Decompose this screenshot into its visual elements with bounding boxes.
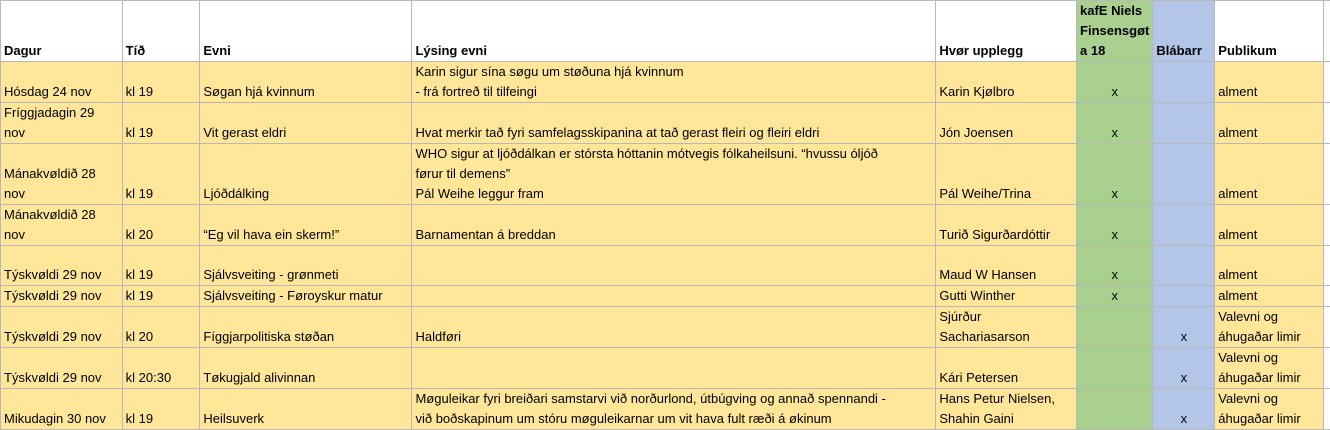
cell-blabarr[interactable]: x — [1153, 348, 1215, 389]
cell-blabarr[interactable] — [1153, 286, 1215, 307]
header-edge — [1323, 1, 1330, 62]
cell-tid[interactable]: kl 19 — [122, 103, 200, 144]
cell-publikum[interactable]: alment — [1215, 144, 1324, 205]
cell-publikum[interactable]: Valevni og áhugaðar limir — [1215, 348, 1324, 389]
cell-kafe[interactable] — [1077, 307, 1153, 348]
cell-kafe[interactable]: x — [1077, 144, 1153, 205]
cell-kafe[interactable]: x — [1077, 103, 1153, 144]
cell-evni[interactable]: Fíggjarpolitiska støðan — [200, 307, 412, 348]
cell-hvor[interactable]: Jón Joensen — [936, 103, 1077, 144]
cell-lysing[interactable] — [412, 286, 936, 307]
cell-tid[interactable]: kl 19 — [122, 62, 200, 103]
cell-publikum[interactable]: alment — [1215, 103, 1324, 144]
cell-publikum[interactable]: alment — [1215, 205, 1324, 246]
header-tid[interactable]: Tíð — [122, 1, 200, 62]
cell-evni[interactable]: “Eg vil hava ein skerm!” — [200, 205, 412, 246]
cell-hvor[interactable]: Karin Kjølbro — [936, 62, 1077, 103]
cell-lysing[interactable]: Møguleikar fyri breiðari samstarvi við norðurlond, útbúgving og annað spennandi - við boðskapinum um stóru møguleikarnar um vit hava fult ræði á økinum — [412, 389, 936, 430]
cell-publikum[interactable]: alment — [1215, 286, 1324, 307]
cell-tid[interactable]: kl 20:30 — [122, 348, 200, 389]
header-hvor[interactable]: Hvør upplegg — [936, 1, 1077, 62]
header-blabarr[interactable]: Blábarr — [1153, 1, 1215, 62]
cell-lysing[interactable] — [412, 246, 936, 286]
table-row — [1, 286, 1330, 307]
table-row — [1, 307, 1330, 348]
table-row — [1, 144, 1330, 205]
cell-dagur[interactable]: Týskvøldi 29 nov — [1, 307, 123, 348]
cell-edge — [1323, 307, 1330, 348]
cell-edge — [1323, 286, 1330, 307]
cell-hvor[interactable]: Hans Petur Nielsen, Shahin Gaini — [936, 389, 1077, 430]
cell-lysing[interactable]: WHO sigur at ljóðdálkan er stórsta hóttanin mótvegis fólkaheilsuni. “hvussu óljóð førur til demens” Pál Weihe leggur fram — [412, 144, 936, 205]
cell-tid[interactable]: kl 19 — [122, 389, 200, 430]
cell-hvor[interactable]: Sjúrður Sachariasarson — [936, 307, 1077, 348]
cell-evni[interactable]: Søgan hjá kvinnum — [200, 62, 412, 103]
table-row — [1, 103, 1330, 144]
table-row — [1, 62, 1330, 103]
cell-dagur[interactable]: Hósdag 24 nov — [1, 62, 123, 103]
table-row — [1, 389, 1330, 430]
cell-blabarr[interactable] — [1153, 205, 1215, 246]
cell-kafe[interactable]: x — [1077, 246, 1153, 286]
cell-edge — [1323, 246, 1330, 286]
cell-tid[interactable]: kl 19 — [122, 286, 200, 307]
cell-hvor[interactable]: Gutti Winther — [936, 286, 1077, 307]
cell-hvor[interactable]: Turið Sigurðardóttir — [936, 205, 1077, 246]
cell-evni[interactable]: Ljóðdálking — [200, 144, 412, 205]
cell-edge — [1323, 144, 1330, 205]
cell-kafe[interactable]: x — [1077, 286, 1153, 307]
table-row — [1, 348, 1330, 389]
cell-blabarr[interactable]: x — [1153, 389, 1215, 430]
cell-dagur[interactable]: Mánakvøldið 28 nov — [1, 205, 123, 246]
cell-hvor[interactable]: Maud W Hansen — [936, 246, 1077, 286]
cell-edge — [1323, 103, 1330, 144]
header-evni[interactable]: Evni — [200, 1, 412, 62]
cell-kafe[interactable] — [1077, 389, 1153, 430]
table-row — [1, 205, 1330, 246]
cell-publikum[interactable]: Valevni og áhugaðar limir — [1215, 307, 1324, 348]
cell-blabarr[interactable] — [1153, 103, 1215, 144]
cell-kafe[interactable] — [1077, 348, 1153, 389]
cell-dagur[interactable]: Týskvøldi 29 nov — [1, 246, 123, 286]
cell-hvor[interactable]: Pál Weihe/Trina — [936, 144, 1077, 205]
cell-tid[interactable]: kl 20 — [122, 307, 200, 348]
cell-edge — [1323, 348, 1330, 389]
cell-dagur[interactable]: Fríggjadagin 29 nov — [1, 103, 123, 144]
cell-edge — [1323, 205, 1330, 246]
cell-dagur[interactable]: Mánakvøldið 28 nov — [1, 144, 123, 205]
cell-lysing[interactable] — [412, 348, 936, 389]
cell-blabarr[interactable] — [1153, 246, 1215, 286]
cell-lysing[interactable]: Karin sigur sína søgu um støðuna hjá kvinnum - frá fortreð til tilfeingi — [412, 62, 936, 103]
header-lysing[interactable]: Lýsing evni — [412, 1, 936, 62]
cell-tid[interactable]: kl 20 — [122, 205, 200, 246]
cell-dagur[interactable]: Týskvøldi 29 nov — [1, 286, 123, 307]
cell-publikum[interactable]: alment — [1215, 62, 1324, 103]
cell-edge — [1323, 389, 1330, 430]
cell-publikum[interactable]: Valevni og áhugaðar limir — [1215, 389, 1324, 430]
cell-tid[interactable]: kl 19 — [122, 246, 200, 286]
cell-evni[interactable]: Tøkugjald alivinnan — [200, 348, 412, 389]
table-row — [1, 246, 1330, 286]
cell-blabarr[interactable] — [1153, 144, 1215, 205]
cell-blabarr[interactable] — [1153, 62, 1215, 103]
cell-evni[interactable]: Sjálvsveiting - Føroyskur matur — [200, 286, 412, 307]
header-row — [1, 1, 1330, 62]
cell-lysing[interactable]: Hvat merkir tað fyri samfelagsskipanina at tað gerast fleiri og fleiri eldri — [412, 103, 936, 144]
cell-evni[interactable]: Vit gerast eldri — [200, 103, 412, 144]
cell-publikum[interactable]: alment — [1215, 246, 1324, 286]
cell-lysing[interactable]: Haldføri — [412, 307, 936, 348]
cell-dagur[interactable]: Týskvøldi 29 nov — [1, 348, 123, 389]
cell-dagur[interactable]: Mikudagin 30 nov — [1, 389, 123, 430]
cell-kafe[interactable]: x — [1077, 205, 1153, 246]
cell-kafe[interactable]: x — [1077, 62, 1153, 103]
cell-edge — [1323, 62, 1330, 103]
cell-evni[interactable]: Sjálvsveiting - grønmeti — [200, 246, 412, 286]
cell-blabarr[interactable]: x — [1153, 307, 1215, 348]
cell-lysing[interactable]: Barnamentan á breddan — [412, 205, 936, 246]
cell-evni[interactable]: Heilsuverk — [200, 389, 412, 430]
header-kafe[interactable]: kafE Niels Finsensgøt a 18 — [1077, 1, 1153, 62]
cell-hvor[interactable]: Kári Petersen — [936, 348, 1077, 389]
header-dagur[interactable]: Dagur — [1, 1, 123, 62]
cell-tid[interactable]: kl 19 — [122, 144, 200, 205]
header-publikum[interactable]: Publikum — [1215, 1, 1324, 62]
